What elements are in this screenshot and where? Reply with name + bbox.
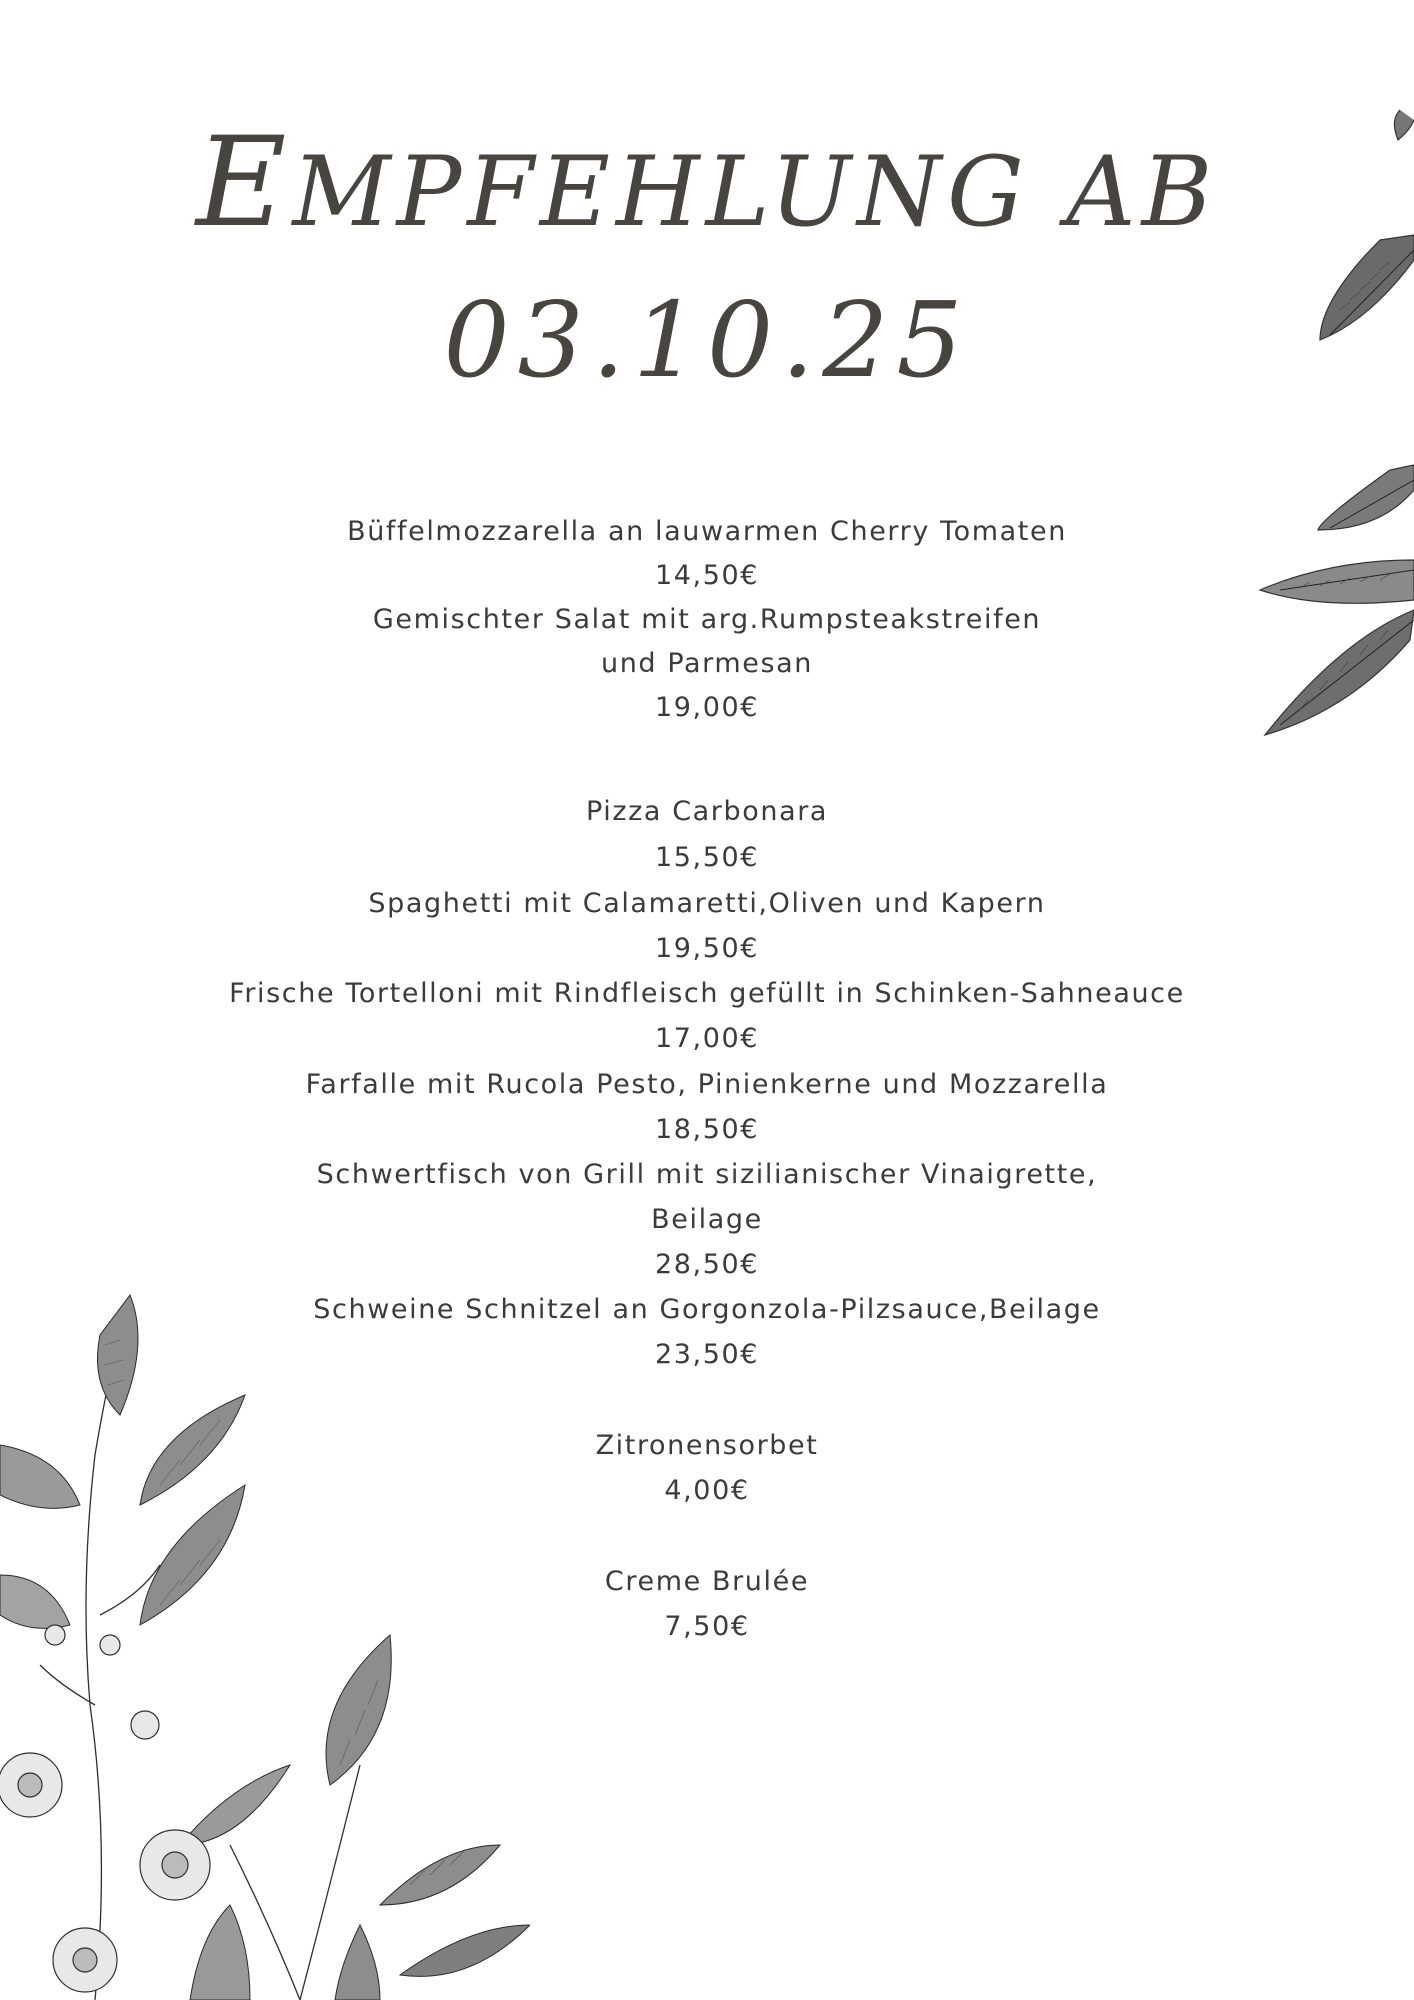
dish-price: 17,00€ <box>654 1023 760 1054</box>
dish-name: Büffelmozzarella an lauwarmen Cherry Tomaten <box>347 516 1067 547</box>
dish-name: Schwertfisch von Grill mit sizilianischer Vinaigrette, <box>316 1159 1098 1190</box>
dish-price: 7,50€ <box>664 1611 750 1642</box>
dish-name: Schweine Schnitzel an Gorgonzola-Pilzsauce,Beilage <box>313 1294 1101 1325</box>
dish-name: Gemischter Salat mit arg.Rumpsteakstreifen <box>372 604 1042 635</box>
dish-price: 4,00€ <box>664 1475 750 1506</box>
title-rest: MPFEHLUNG AB <box>292 136 1219 248</box>
dish-name: Zitronensorbet <box>595 1430 819 1461</box>
dish-price: 23,50€ <box>654 1339 760 1370</box>
dish-name-cont: Beilage <box>651 1204 763 1235</box>
dish-name-cont: und Parmesan <box>600 648 814 679</box>
dish-name: Frische Tortelloni mit Rindfleisch gefüllt in Schinken-Sahneauce <box>229 978 1185 1009</box>
dish-price: 19,50€ <box>654 933 760 964</box>
menu-title-date: 03.10.25 <box>443 279 971 401</box>
dish-price: 15,50€ <box>654 842 760 873</box>
dish-price: 19,00€ <box>654 692 760 723</box>
dish-price: 14,50€ <box>654 560 760 591</box>
dish-name: Farfalle mit Rucola Pesto, Pinienkerne und Mozzarella <box>305 1069 1109 1100</box>
dish-price: 18,50€ <box>654 1114 760 1145</box>
dish-price: 28,50€ <box>654 1249 760 1280</box>
menu-title-line1 <box>0 111 1414 257</box>
dish-name: Pizza Carbonara <box>585 796 829 827</box>
dish-name: Spaghetti mit Calamaretti,Oliven und Kapern <box>368 888 1046 919</box>
dish-name: Creme Brulée <box>604 1566 810 1597</box>
title-initial: E <box>195 111 293 255</box>
